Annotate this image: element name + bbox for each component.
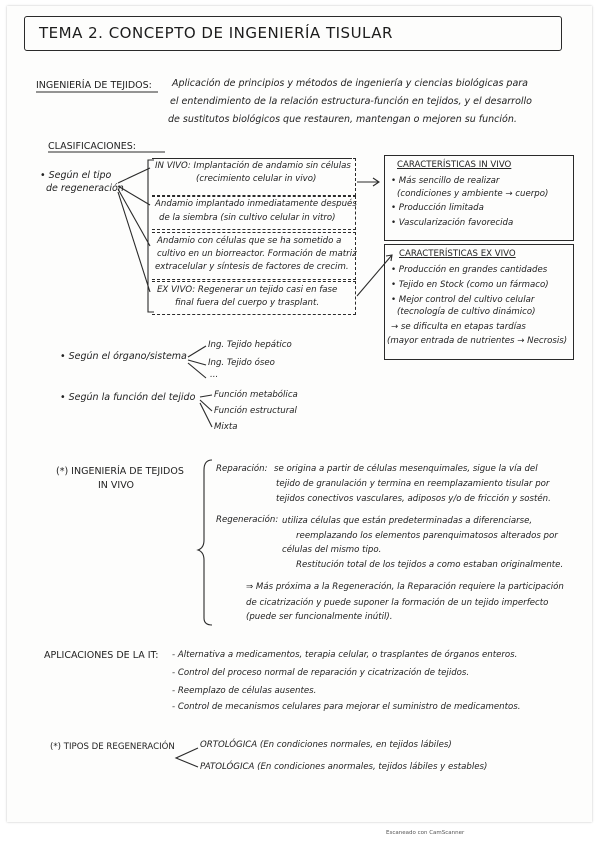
regeneracion-line-3: células del mismo tipo.: [282, 545, 382, 555]
conclusion-line-1: ⇒ Más próxima a la Regeneración, la Reparación requiere la participación: [246, 582, 564, 592]
classifications-label: CLASIFICACIONES:: [48, 141, 136, 152]
reparacion-term: Reparación:: [216, 464, 268, 474]
page-title: TEMA 2. CONCEPTO DE INGENIERÍA TISULAR: [39, 24, 393, 42]
by-type-line-2: de regeneración: [46, 183, 124, 194]
char-ex-vivo-item: • Tejido en Stock (como un fármaco): [391, 280, 549, 290]
regeneracion-term: Regeneración:: [216, 515, 279, 525]
application-item: - Control de mecanismos celulares para mejorar el suministro de medicamentos.: [172, 702, 521, 712]
char-ex-vivo-item: • Mejor control del cultivo celular: [391, 295, 535, 305]
reparacion-line-2: tejido de granulación y termina en reemplazamiento tisular por: [276, 479, 550, 489]
regeneracion-line-2: reemplazando los elementos parenquimatosos alterados por: [296, 531, 558, 541]
in-vivo-line-1: IN VIVO: Implantación de andamio sin células: [155, 161, 351, 171]
definition-label: INGENIERÍA DE TEJIDOS:: [36, 80, 152, 91]
in-vivo-bracket: [152, 158, 356, 196]
char-ex-vivo-item: → se dificulta en etapas tardías: [391, 322, 526, 332]
application-item: - Control del proceso normal de reparación y cicatrización de tejidos.: [172, 668, 470, 678]
by-type-line-1: • Según el tipo: [40, 170, 112, 181]
in-vivo-line-2: (crecimiento celular in vivo): [196, 174, 317, 184]
by-function-item: Función estructural: [214, 406, 297, 416]
char-in-vivo-item: • Más sencillo de realizar: [391, 176, 500, 186]
char-in-vivo-item: • Producción limitada: [391, 203, 484, 213]
reparacion-line-3: tejidos conectivos vasculares, adiposos y/o de fricción y sostén.: [276, 494, 551, 504]
application-item: - Reemplazo de células ausentes.: [172, 686, 317, 696]
char-in-vivo-title: CARACTERÍSTICAS IN VIVO: [397, 160, 512, 170]
ex-vivo-line-2: final fuera del cuerpo y trasplant.: [175, 298, 320, 308]
regeneracion-line-1: utiliza células que están predeterminadas a diferenciarse,: [282, 516, 533, 526]
char-ex-vivo-item: (tecnología de cultivo dinámico): [397, 307, 536, 317]
conclusion-line-3: (puede ser funcionalmente inútil).: [246, 612, 393, 622]
in-vivo-section-label: (*) INGENIERÍA DE TEJIDOS: [56, 466, 184, 477]
implanted-line-2: de la siembra (sin cultivo celular in vitro): [159, 213, 336, 223]
implanted-line-1: Andamio implantado inmediatamente después: [155, 199, 357, 209]
char-in-vivo-item: • Vascularización favorecida: [391, 218, 514, 228]
definition-line-3: de sustitutos biológicos que restauren, mantengan o mejoren su función.: [168, 114, 517, 125]
by-function-item: Mixta: [214, 422, 238, 432]
char-ex-vivo-box: [384, 244, 574, 360]
ex-vivo-line-1: EX VIVO: Regenerar un tejido casi en fase: [157, 285, 338, 295]
application-item: - Alternativa a medicamentos, terapia celular, o trasplantes de órganos enteros.: [172, 650, 518, 660]
char-ex-vivo-item: (mayor entrada de nutrientes → Necrosis): [387, 336, 568, 346]
bioreactor-line-1: Andamio con células que se ha sometido a: [157, 236, 342, 246]
branch-line: [118, 168, 150, 183]
bioreactor-bracket: [152, 232, 356, 280]
char-in-vivo-box: [384, 155, 574, 241]
char-in-vivo-item: (condiciones y ambiente → cuerpo): [397, 189, 549, 199]
applications-label: APLICACIONES DE LA IT:: [44, 650, 159, 661]
ex-vivo-bracket: [152, 281, 356, 315]
by-function-item: Función metabólica: [214, 390, 298, 400]
regeneration-types-label: (*) TIPOS DE REGENERACIÓN: [50, 742, 175, 752]
by-organ-item: ...: [210, 370, 219, 380]
in-vivo-section-label-2: IN VIVO: [98, 480, 135, 491]
branch-line: [118, 192, 150, 292]
regeneracion-line-4: Restitución total de los tejidos a como estaban originalmente.: [296, 560, 564, 570]
title-box: [24, 16, 562, 51]
by-function-label: • Según la función del tejido: [60, 392, 196, 403]
conclusion-line-2: de cicatrización y puede suponer la formación de un tejido imperfecto: [246, 598, 549, 608]
by-organ-item: Ing. Tejido óseo: [208, 358, 275, 368]
implanted-bracket: [152, 196, 356, 230]
scanner-watermark: Escaneado con CamScanner: [386, 830, 465, 836]
reparacion-line-1: se origina a partir de células mesenquimales, sigue la vía del: [274, 464, 538, 474]
bioreactor-line-3: extracelular y síntesis de factores de crecim.: [155, 262, 349, 272]
char-ex-vivo-item: • Producción en grandes cantidades: [391, 265, 548, 275]
char-ex-vivo-title: CARACTERÍSTICAS EX VIVO: [399, 249, 516, 259]
by-organ-item: Ing. Tejido hepático: [208, 340, 292, 350]
branch-line: [118, 189, 150, 246]
regeneration-type-item: ORTOLÓGICA (En condiciones normales, en tejidos lábiles): [200, 740, 452, 750]
regeneration-type-item: PATOLÓGICA (En condiciones anormales, tejidos lábiles y estables): [200, 762, 488, 772]
by-organ-label: • Según el órgano/sistema: [60, 351, 187, 362]
definition-line-1: Aplicación de principios y métodos de ingeniería y ciencias biológicas para: [172, 78, 529, 89]
bioreactor-line-2: cultivo en un biorreactor. Formación de matriz: [157, 249, 357, 259]
definition-line-2: el entendimiento de la relación estructura-función en tejidos, y el desarrollo: [170, 96, 532, 107]
